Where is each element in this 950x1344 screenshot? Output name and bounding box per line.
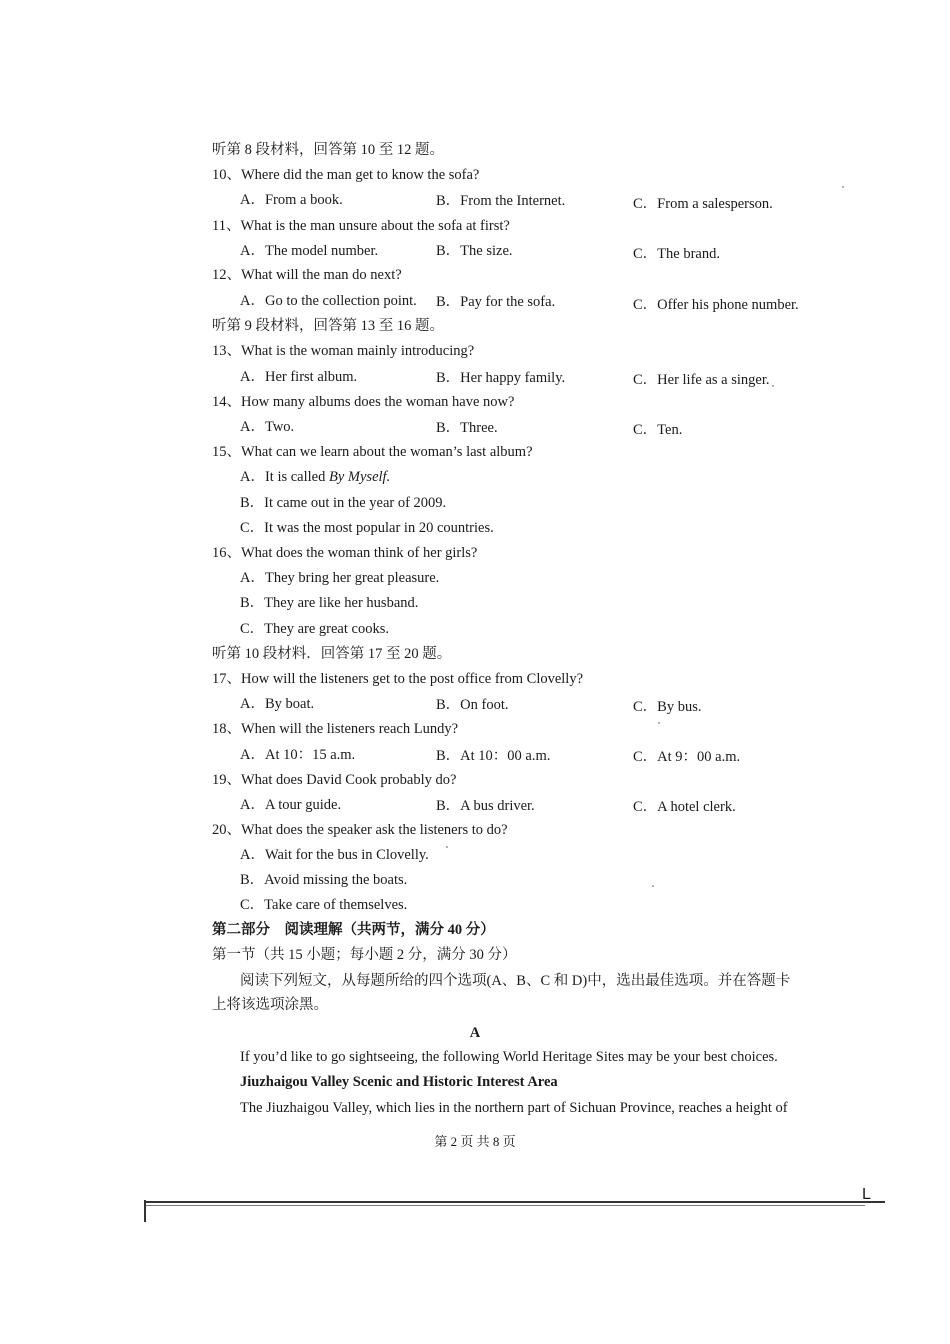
q15-option-c: C．It was the most popular in 20 countries. bbox=[240, 520, 494, 536]
q13-option-b: B．Her happy family. bbox=[436, 370, 566, 386]
footer-rule bbox=[145, 1201, 885, 1203]
section-one-heading: 第一节（共 15 小题；每小题 2 分，满分 30 分） bbox=[212, 947, 517, 963]
site-title: Jiuzhaigou Valley Scenic and Historic Interest Area bbox=[240, 1074, 558, 1090]
question-11: 11、What is the man unsure about the sofa at first? bbox=[212, 218, 510, 234]
q13-option-a: A．Her first album. bbox=[240, 369, 358, 385]
corner-mark: L bbox=[862, 1186, 871, 1203]
passage-letter: A bbox=[469, 1025, 481, 1041]
scan-speck bbox=[652, 885, 654, 887]
q15-option-a-text: A．It is called bbox=[240, 469, 326, 485]
q13-option-c: C．Her life as a singer. bbox=[633, 372, 770, 388]
scan-speck bbox=[772, 385, 774, 387]
q18-option-a: A．At 10：15 a.m. bbox=[240, 747, 356, 763]
section-heading-8: 听第 8 段材料，回答第 10 至 12 题。 bbox=[212, 142, 444, 158]
footer-rule-secondary bbox=[145, 1205, 865, 1206]
q19-option-c: C．A hotel clerk. bbox=[633, 799, 736, 815]
passage-intro: If you’d like to go sightseeing, the following World Heritage Sites may be your best choices. bbox=[240, 1049, 778, 1065]
q14-option-b: B．Three. bbox=[436, 420, 498, 436]
section-heading-10: 听第 10 段材料．回答第 17 至 20 题。 bbox=[212, 646, 452, 662]
site-text: The Jiuzhaigou Valley, which lies in the northern part of Sichuan Province, reaches a height of bbox=[240, 1100, 788, 1116]
question-10: 10、Where did the man get to know the sofa? bbox=[212, 167, 480, 183]
q10-option-a: A．From a book. bbox=[240, 192, 343, 208]
q11-option-a: A．The model number. bbox=[240, 243, 379, 259]
q12-option-a: A．Go to the collection point. bbox=[240, 293, 417, 309]
question-13: 13、What is the woman mainly introducing? bbox=[212, 343, 475, 359]
question-19: 19、What does David Cook probably do? bbox=[212, 772, 457, 788]
question-20: 20、What does the speaker ask the listeners to do? bbox=[212, 822, 508, 838]
question-15: 15、What can we learn about the woman’s last album? bbox=[212, 444, 533, 460]
scan-speck bbox=[446, 846, 448, 848]
q16-option-c: C．They are great cooks. bbox=[240, 621, 389, 637]
q19-option-a: A．A tour guide. bbox=[240, 797, 342, 813]
q12-option-c: C．Offer his phone number. bbox=[633, 297, 799, 313]
q11-option-c: C．The brand. bbox=[633, 246, 720, 262]
question-18: 18、When will the listeners reach Lundy? bbox=[212, 721, 459, 737]
q10-option-b: B．From the Internet. bbox=[436, 193, 566, 209]
q19-option-b: B．A bus driver. bbox=[436, 798, 535, 814]
question-16: 16、What does the woman think of her girls? bbox=[212, 545, 478, 561]
q12-option-b: B．Pay for the sofa. bbox=[436, 294, 556, 310]
reading-instruction: 阅读下列短文，从每题所给的四个选项(A、B、C 和 D)中，选出最佳选项。并在答题卡上将该选项涂黑。 bbox=[212, 973, 791, 1013]
q20-option-b: B．Avoid missing the boats. bbox=[240, 872, 408, 888]
footer-tick-mark bbox=[144, 1200, 146, 1222]
q15-option-b: B．It came out in the year of 2009. bbox=[240, 495, 447, 511]
scan-speck bbox=[842, 186, 844, 188]
q18-option-c: C．At 9：00 a.m. bbox=[633, 749, 741, 765]
q18-option-b: B．At 10：00 a.m. bbox=[436, 748, 551, 764]
q15-option-a bbox=[240, 467, 390, 487]
q16-option-b: B．They are like her husband. bbox=[240, 595, 419, 611]
q14-option-c: C．Ten. bbox=[633, 422, 683, 438]
q20-option-c: C．Take care of themselves. bbox=[240, 897, 408, 913]
q17-option-c: C．By bus. bbox=[633, 699, 702, 715]
question-14: 14、How many albums does the woman have now? bbox=[212, 394, 515, 410]
q11-option-b: B．The size. bbox=[436, 243, 513, 259]
question-12: 12、What will the man do next? bbox=[212, 267, 402, 283]
q15-option-a-title: By Myself. bbox=[329, 469, 391, 485]
q14-option-a: A．Two. bbox=[240, 419, 295, 435]
q10-option-c: C．From a salesperson. bbox=[633, 196, 773, 212]
scan-speck bbox=[658, 722, 660, 724]
q16-option-a: A．They bring her great pleasure. bbox=[240, 570, 440, 586]
question-17: 17、How will the listeners get to the post office from Clovelly? bbox=[212, 671, 584, 687]
page-number: 第 2 页 共 8 页 bbox=[434, 1134, 516, 1149]
part-two-heading: 第二部分 阅读理解（共两节，满分 40 分） bbox=[212, 922, 495, 938]
q17-option-b: B．On foot. bbox=[436, 697, 509, 713]
section-heading-9: 听第 9 段材料，回答第 13 至 16 题。 bbox=[212, 318, 444, 334]
q17-option-a: A．By boat. bbox=[240, 696, 315, 712]
q20-option-a: A．Wait for the bus in Clovelly. bbox=[240, 847, 429, 863]
